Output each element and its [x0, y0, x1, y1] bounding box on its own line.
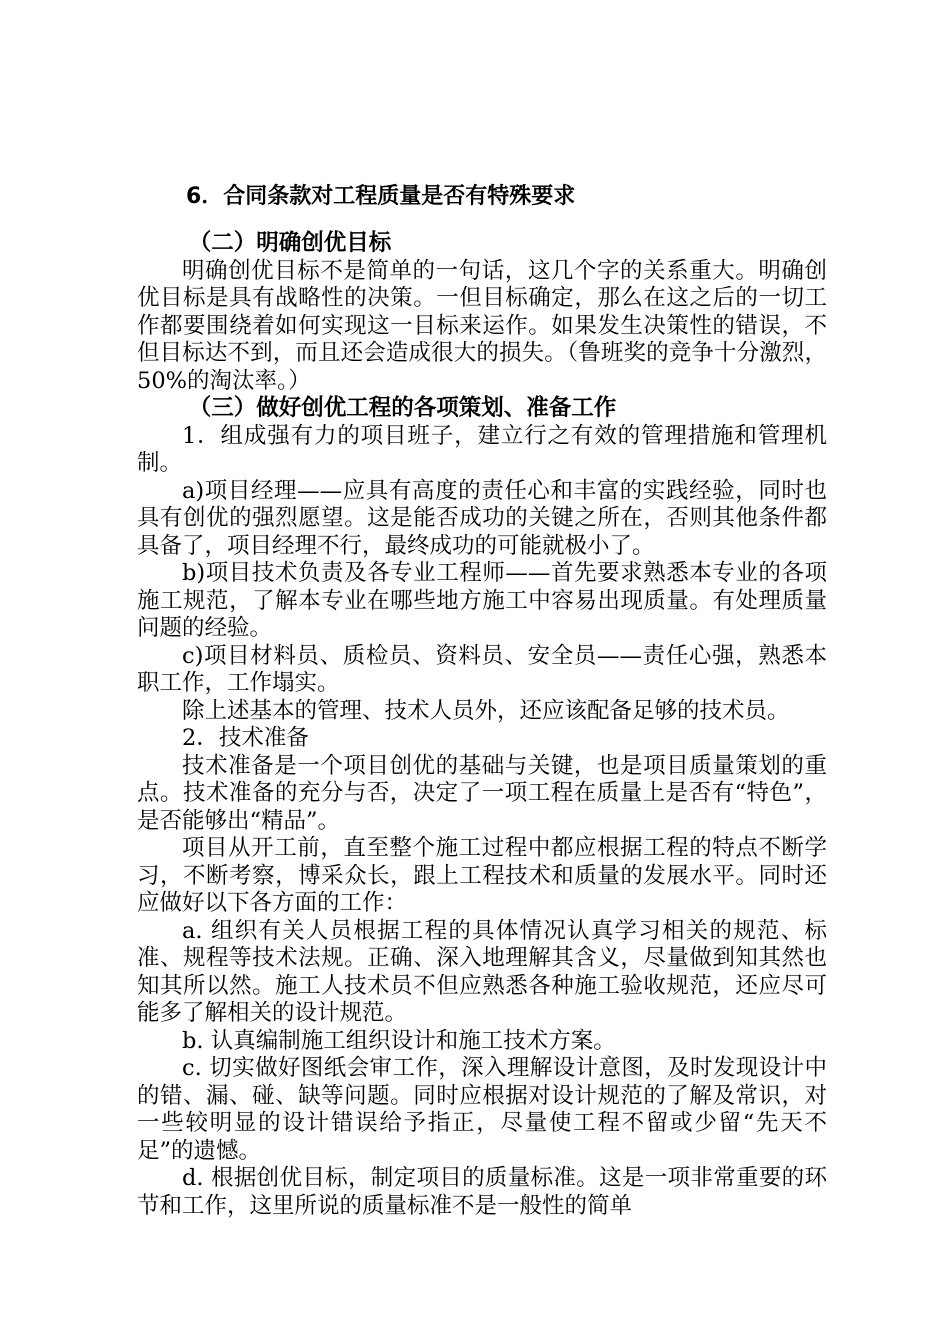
- paragraph-item-2d: d. 根据创优目标，制定项目的质量标准。这是一项非常重要的环节和工作，这里所说的质量标准不是一般性的简单: [137, 1165, 827, 1219]
- paragraph-item-2a: a. 组织有关人员根据工程的具体情况认真学习相关的规范、标准、规程等技术法规。正确、深入地理解其含义，尽量做到知其然也知其所以然。施工人技术员不但应熟悉各种施工验收规范，还应尽可能多了解相关的设计规范。: [137, 917, 827, 1026]
- paragraph-item-2: 2．技术准备: [182, 725, 309, 751]
- paragraph-item-1-extra: 除上述基本的管理、技术人员外，还应该配备足够的技术员。: [182, 697, 790, 724]
- paragraph-clarify-goal: 明确创优目标不是简单的一句话，这几个字的关系重大。明确创优目标是具有战略性的决策。一但目标确定，那么在这之后的一切工作都要围绕着如何实现这一目标来运作。如果发生决策性的错误，不但目标达不到，而且还会造成很大的损失。（鲁班奖的竞争十分激烈，50%的淘汰率。）: [137, 257, 827, 394]
- document-body: [137, 230, 827, 1220]
- paragraph-item-2-p2: 项目从开工前，直至整个施工过程中都应根据工程的特点不断学习，不断考察，博采众长，跟上工程技术和质量的发展水平。同时还应做好以下各方面的工作：: [137, 835, 827, 916]
- paragraph-item-2-p1: 技术准备是一个项目创优的基础与关键，也是项目质量策划的重点。技术准备的充分与否，决定了一项工程在质量上是否有“特色”，是否能够出“精品”。: [137, 752, 827, 834]
- paragraph-item-1: 1．组成强有力的项目班子，建立行之有效的管理措施和管理机制。: [137, 422, 827, 476]
- paragraph-item-1a: a)项目经理——应具有高度的责任心和丰富的实践经验，同时也具有创优的强烈愿望。这是能否成功的关键之所在，否则其他条件都具备了，项目经理不行，最终成功的可能就极小了。: [137, 477, 827, 559]
- section-title-clarify-goal: （二）明确创优目标: [188, 230, 392, 256]
- paragraph-item-1b: b)项目技术负责及各专业工程师——首先要求熟悉本专业的各项施工规范，了解本专业在哪些地方施工中容易出现质量。有处理质量问题的经验。: [137, 560, 827, 641]
- paragraph-item-2b: b. 认真编制施工组织设计和施工技术方案。: [182, 1027, 616, 1054]
- paragraph-item-2c: c. 切实做好图纸会审工作，深入理解设计意图，及时发现设计中的错、漏、碰、缺等问题。同时应根据对设计规范的了解及常识，对一些较明显的设计错误给予指正，尽量使工程不留或少留“先天不足”的遗憾。: [137, 1055, 827, 1164]
- paragraph-item-1c: c)项目材料员、质检员、资料员、安全员——责任心强，熟悉本职工作，工作塌实。: [137, 642, 827, 696]
- heading-contract-quality: 6．合同条款对工程质量是否有特殊要求: [186, 184, 576, 209]
- section-title-planning: （三）做好创优工程的各项策划、准备工作: [188, 395, 617, 421]
